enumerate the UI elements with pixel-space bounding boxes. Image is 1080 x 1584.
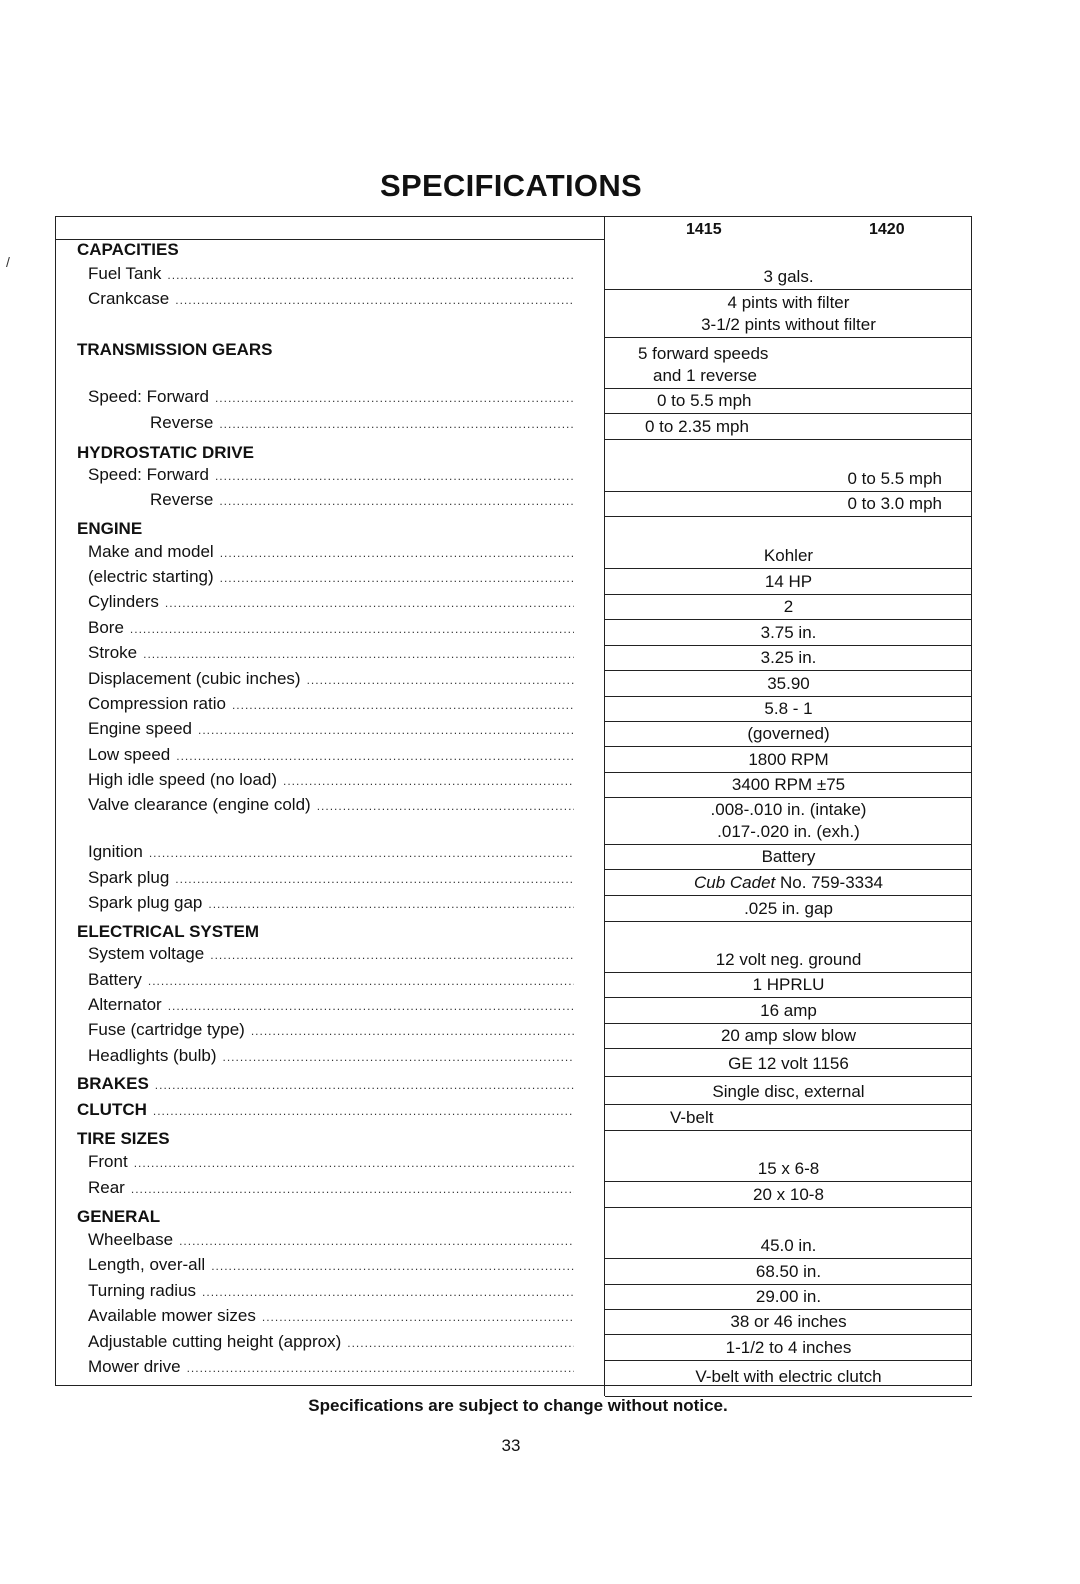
- spark-plug-brand: Cub Cadet: [693, 873, 776, 892]
- section-capacities: CAPACITIES: [77, 240, 179, 259]
- section-general: GENERAL: [77, 1207, 161, 1226]
- value-valve-clearance: .008-.010 in. (intake) .017-.020 in. (exh.): [605, 798, 972, 845]
- value-hydro-reverse: 0 to 3.0 mph: [605, 492, 972, 517]
- label-rear: Rear .....: [77, 1178, 574, 1202]
- label-high-idle-speed: High idle speed (no load) .....: [77, 770, 574, 794]
- label-engine-speed: Engine speed .....: [77, 719, 574, 743]
- label-hydro-speed-forward: Speed: Forward .....: [77, 465, 574, 489]
- label-cylinders: Cylinders .....: [77, 592, 574, 616]
- value-rear: 20 x 10-8: [605, 1182, 972, 1208]
- value-trans-forward: 0 to 5.5 mph: [605, 389, 972, 414]
- page-number: 33: [501, 1436, 521, 1455]
- value-high-idle-speed: 3400 RPM ±75: [605, 773, 972, 798]
- label-cutting-height: Adjustable cutting height (approx) .....: [77, 1332, 574, 1356]
- value-compression-ratio: 5.8 - 1: [605, 697, 972, 722]
- label-ignition: Ignition .....: [77, 842, 574, 866]
- label-compression-ratio: Compression ratio .....: [77, 694, 574, 718]
- label-battery: Battery .....: [77, 970, 574, 994]
- label-fuse: Fuse (cartridge type) .....: [77, 1020, 574, 1044]
- value-fuel-tank: 3 gals.: [605, 240, 972, 290]
- label-make-model: Make and model .....: [77, 542, 574, 566]
- value-system-voltage: 12 volt neg. ground: [605, 922, 972, 973]
- label-spark-plug-gap: Spark plug gap .....: [77, 893, 574, 917]
- value-clutch: V-belt: [605, 1105, 972, 1131]
- value-alternator: 16 amp: [605, 998, 972, 1024]
- section-tire-sizes: TIRE SIZES: [77, 1129, 170, 1148]
- value-mower-sizes: 38 or 46 inches: [605, 1310, 972, 1335]
- value-brakes: Single disc, external: [605, 1077, 972, 1105]
- value-trans-reverse: 0 to 2.35 mph: [605, 414, 972, 440]
- label-hydro-reverse: Reverse .....: [77, 490, 574, 514]
- label-wheelbase: Wheelbase .....: [77, 1230, 574, 1254]
- label-mower-drive: Mower drive .....: [77, 1357, 574, 1381]
- value-cutting-height: 1-1/2 to 4 inches: [605, 1335, 972, 1361]
- value-engine-speed: (governed): [605, 722, 972, 747]
- value-mower-drive: V-belt with electric clutch: [605, 1361, 972, 1397]
- value-transmission-gears: 5 forward speeds and 1 reverse: [605, 338, 972, 389]
- label-front: Front .....: [77, 1152, 574, 1176]
- value-hydro-forward: 0 to 5.5 mph: [605, 440, 972, 492]
- column-header-1415: 1415: [686, 221, 722, 238]
- label-system-voltage: System voltage .....: [77, 944, 574, 968]
- value-cylinders: 2: [605, 595, 972, 620]
- value-wheelbase: 45.0 in.: [605, 1208, 972, 1259]
- value-ignition: Battery: [605, 845, 972, 870]
- value-front: 15 x 6-8: [605, 1131, 972, 1182]
- value-headlights: GE 12 volt 1156: [605, 1049, 972, 1077]
- section-clutch: CLUTCH .....: [77, 1100, 574, 1124]
- section-transmission-gears: TRANSMISSION GEARS: [77, 340, 273, 359]
- label-spark-plug: Spark plug .....: [77, 868, 574, 892]
- value-bore: 3.75 in.: [605, 620, 972, 646]
- label-valve-clearance: Valve clearance (engine cold) .....: [77, 795, 574, 819]
- section-electrical-system: ELECTRICAL SYSTEM: [77, 922, 259, 941]
- label-low-speed: Low speed .....: [77, 745, 574, 769]
- stray-mark: /: [6, 254, 10, 270]
- value-crankcase: 4 pints with filter 3-1/2 pints without filter: [605, 290, 972, 338]
- label-trans-speed-forward: Speed: Forward .....: [77, 387, 574, 411]
- label-length: Length, over-all .....: [77, 1255, 574, 1279]
- label-crankcase: Crankcase .....: [77, 289, 574, 313]
- footnote: Specifications are subject to change without notice.: [308, 1396, 728, 1415]
- label-fuel-tank: Fuel Tank .....: [77, 264, 574, 288]
- value-spark-plug: [605, 870, 972, 896]
- value-length: 68.50 in.: [605, 1259, 972, 1285]
- column-header-1420: 1420: [869, 221, 905, 238]
- label-stroke: Stroke .....: [77, 643, 574, 667]
- label-displacement: Displacement (cubic inches) .....: [77, 669, 574, 693]
- value-displacement: 35.90: [605, 671, 972, 697]
- value-stroke: 3.25 in.: [605, 646, 972, 671]
- section-brakes: BRAKES .....: [77, 1074, 574, 1098]
- label-turning-radius: Turning radius .....: [77, 1281, 574, 1305]
- value-low-speed: 1800 RPM: [605, 747, 972, 773]
- label-mower-sizes: Available mower sizes .....: [77, 1306, 574, 1330]
- value-fuse: 20 amp slow blow: [605, 1024, 972, 1049]
- value-spark-plug-gap: .025 in. gap: [605, 896, 972, 922]
- section-hydrostatic-drive: HYDROSTATIC DRIVE: [77, 443, 254, 462]
- label-alternator: Alternator .....: [77, 995, 574, 1019]
- value-make-model: Kohler: [605, 517, 972, 569]
- label-electric-starting: (electric starting) .....: [77, 567, 574, 591]
- page-title: SPECIFICATIONS: [380, 168, 642, 203]
- label-headlights: Headlights (bulb) .....: [77, 1046, 574, 1070]
- label-trans-reverse: Reverse .....: [77, 413, 574, 437]
- section-engine: ENGINE: [77, 519, 143, 538]
- value-battery: 1 HPRLU: [605, 973, 972, 998]
- value-electric-starting: 14 HP: [605, 569, 972, 595]
- label-bore: Bore .....: [77, 618, 574, 642]
- spark-plug-number: No. 759-3334: [775, 873, 884, 892]
- value-turning-radius: 29.00 in.: [605, 1285, 972, 1310]
